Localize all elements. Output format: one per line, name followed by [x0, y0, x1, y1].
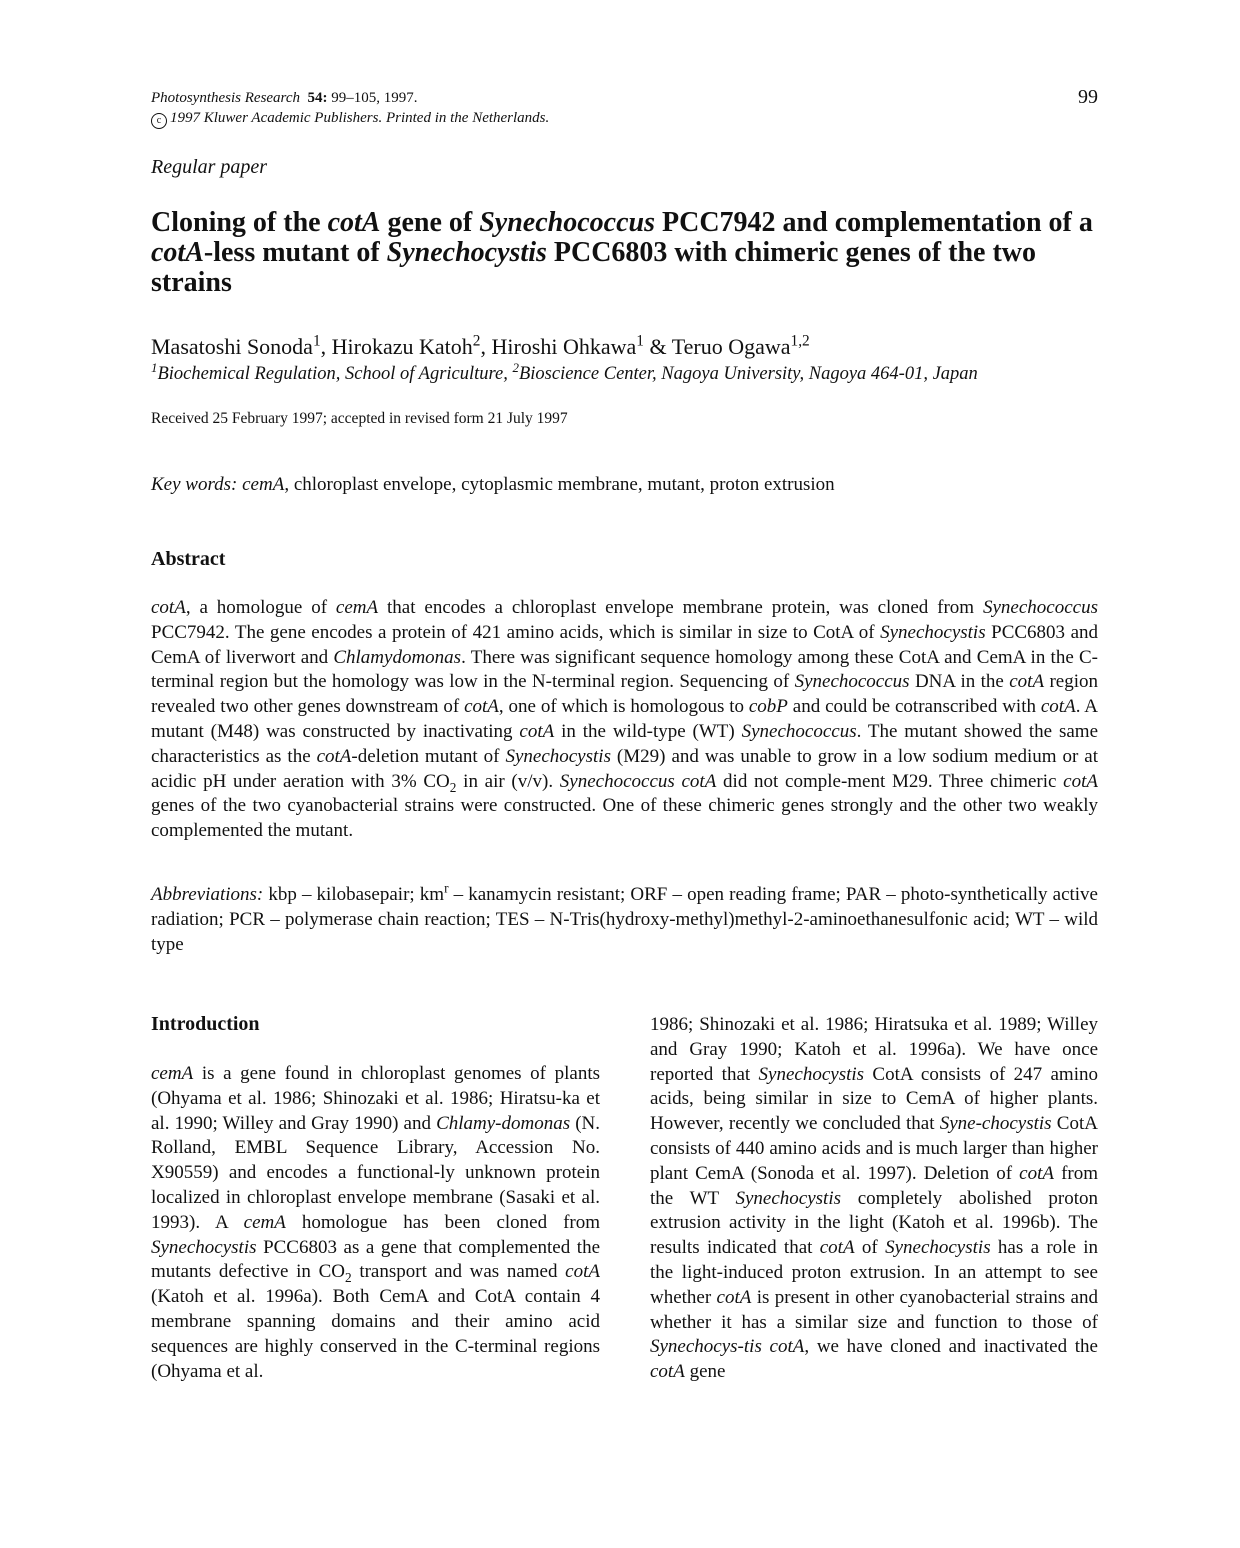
abstract-body: [151, 596, 1098, 844]
gene-name: cotA: [316, 745, 352, 767]
gene-name: cotA: [1009, 671, 1045, 693]
gene-name: cemA: [335, 597, 379, 618]
subscript: 2: [449, 779, 457, 795]
affiliation-marker: 2: [512, 359, 519, 375]
journal-line: [151, 88, 549, 108]
body-text: gene: [684, 1361, 726, 1383]
author-list: [151, 333, 810, 361]
author-name: Masatoshi Sonoda: [151, 334, 313, 359]
received-dates: Received 25 February 1997; accepted in revised form 21 July 1997: [151, 410, 568, 427]
gene-name: cotA: [1019, 1162, 1054, 1184]
author-name: , Hiroshi Ohkawa: [480, 334, 637, 359]
body-text: from the WT: [650, 1162, 1098, 1209]
abstract-text: . There was significant sequence homology among these CotA and CemA in the C-terminal region but the homology was low in the N-terminal region. Sequencing of: [151, 646, 1098, 693]
copyright-text: 1997 Kluwer Academic Publishers. Printed in the Netherlands.: [170, 110, 550, 126]
page-number: 99: [1078, 86, 1098, 108]
gene-name: cotA: [1040, 696, 1076, 718]
title-text: Cloning of the: [151, 207, 328, 238]
gene-name: cotA: [519, 720, 555, 742]
title-text: PCC6803 with chimeric genes of the two strains: [151, 237, 1036, 298]
title-organism: Synechocystis: [386, 237, 547, 268]
superscript: r: [444, 880, 449, 896]
subscript: 2: [344, 1270, 352, 1286]
introduction-column-right: [650, 1013, 1098, 1385]
copyright-icon: c: [151, 113, 167, 129]
abstract-text: DNA in the: [909, 671, 1010, 693]
affiliation-marker: 1: [636, 332, 644, 350]
gene-name: cotA: [151, 597, 186, 618]
body-text: has a role in the light-induced proton extrusion. In an attempt to see whether: [650, 1237, 1099, 1308]
abstract-text: , a homologue of: [185, 597, 336, 618]
journal-citation: [151, 88, 549, 129]
gene-name: cotA: [464, 696, 499, 718]
gene-name: cobP: [748, 696, 788, 718]
affiliation-marker: 1: [151, 359, 158, 375]
journal-name: Photosynthesis Research: [151, 90, 300, 106]
abstract-text: (M29) and was unable to grow in a low sodium medium or at acidic pH under aeration with 3% CO: [151, 745, 1098, 792]
abstract-text: that encodes a chloroplast envelope membrane protein, was cloned from: [378, 597, 983, 618]
organism-name: Synechococcus: [741, 720, 857, 742]
affiliations: [151, 361, 1111, 387]
body-text: (N. Rolland, EMBL Sequence Library, Accession No. X90559) and encodes a functional-ly unknown protein localized in chloroplast envelope membrane (Sasaki et al. 1993). A: [151, 1112, 600, 1233]
author-name: & Teruo Ogawa: [644, 334, 791, 359]
author-name: , Hirokazu Katoh: [320, 334, 473, 359]
body-text: transport and was named: [351, 1261, 566, 1283]
abbreviations-label: Abbreviations:: [151, 884, 264, 905]
journal-pages: 99–105, 1997.: [331, 90, 418, 106]
abstract-text: . The mutant showed the same characteristics as the: [151, 720, 1098, 767]
gene-name: cemA: [151, 1063, 194, 1084]
title-gene: cotA: [327, 207, 381, 238]
body-text: homologue has been cloned from: [285, 1211, 600, 1233]
keywords-list: , chloroplast envelope, cytoplasmic membrane, mutant, proton extrusion: [284, 474, 835, 495]
organism-name: Chlamydomonas: [333, 646, 462, 668]
title-organism: Synechococcus: [479, 207, 655, 238]
title-text: -less mutant of: [203, 237, 387, 268]
abstract-text: -deletion mutant of: [351, 745, 506, 767]
gene-name: cotA: [819, 1237, 855, 1259]
abbreviations-text: – kanamycin resistant; ORF – open reading frame; PAR – photo-synthetically active radiation; PCR – polymerase chain reaction; TES – N-Tris(hydroxy-methyl)methyl-2-aminoethanesulfonic acid; WT – wild type: [151, 884, 1098, 955]
paper-title: [151, 208, 1111, 298]
body-text: , we have cloned and inactivated the: [804, 1336, 1098, 1358]
gene-name: cotA: [716, 1286, 752, 1308]
affiliation-marker: 1: [312, 332, 321, 350]
affiliation-marker: 1,2: [790, 332, 810, 350]
organism-name: Synechocystis: [735, 1187, 842, 1209]
title-text: PCC7942 and complementation of a: [655, 207, 1093, 238]
abstract-heading: Abstract: [151, 548, 226, 570]
abstract-text: , one of which is homologous to: [498, 696, 749, 718]
affiliation-marker: 2: [472, 332, 481, 350]
abstract-text: . A mutant (M48) was constructed by inactivating: [151, 696, 1098, 742]
title-gene: cotA: [151, 237, 204, 268]
introduction-heading: Introduction: [151, 1013, 260, 1035]
body-text: is a gene found in chloroplast genomes of plants (Ohyama et al. 1986; Shinozaki et al. 1986; Hiratsu-ka et al. 1990; Willey and Gray 1990) and: [151, 1063, 600, 1134]
organism-name: Synechocystis: [880, 621, 986, 643]
affiliation-text: Biochemical Regulation, School of Agriculture,: [157, 364, 513, 384]
organism-name: Syne-chocystis: [939, 1113, 1052, 1135]
body-text: CotA consists of 440 amino acids and is much larger than higher plant CemA (Sonoda et al. 1997). Deletion of: [650, 1113, 1098, 1184]
abstract-text: PCC7942. The gene encodes a protein of 421 amino acids, which is similar in size to CotA of: [151, 621, 881, 643]
organism-name: Synechococcus: [794, 671, 910, 693]
organism-name: Synechocys-tis cotA: [650, 1336, 805, 1358]
gene-name: cotA: [650, 1361, 685, 1383]
affiliation-text: Bioscience Center, Nagoya University, Nagoya 464-01, Japan: [518, 364, 978, 384]
gene-name: cotA: [1063, 770, 1098, 792]
body-text: PCC6803 as a gene that complemented the mutants defective in CO: [151, 1236, 600, 1283]
body-text: CotA consists of 247 amino acids, being similar in size to CemA of higher plants. However, recently we concluded that: [650, 1063, 1098, 1135]
keywords: [151, 474, 835, 496]
abstract-text: did not comple-ment M29. Three chimeric: [716, 770, 1064, 792]
title-text: gene of: [380, 207, 480, 238]
abstract-text: and could be cotranscribed with: [787, 696, 1041, 718]
abbreviations-text: kbp – kilobasepair; km: [263, 884, 445, 905]
body-text: of: [854, 1237, 886, 1259]
abstract-text: PCC6803 and CemA of liverwort and: [151, 621, 1098, 668]
abstract-text: region revealed two other genes downstream of: [151, 671, 1098, 718]
keyword-gene: cemA: [242, 474, 285, 495]
abstract-text: in air (v/v).: [456, 770, 560, 792]
body-text: 1986; Shinozaki et al. 1986; Hiratsuka et al. 1989; Willey and Gray 1990; Katoh et al. 1996a). We have once reported that: [650, 1014, 1098, 1085]
organism-name: Synechocystis: [151, 1236, 257, 1258]
journal-volume: 54:: [307, 90, 328, 106]
body-text: (Katoh et al. 1996a). Both CemA and CotA contain 4 membrane spanning domains and their amino acid sequences are highly conserved in the C-terminal regions (Ohyama et al.: [151, 1286, 600, 1382]
abbreviations: [151, 880, 1098, 957]
abstract-text: in the wild-type (WT): [554, 720, 742, 742]
abstract-text: genes of the two cyanobacterial strains were constructed. One of these chimeric genes strongly and the other two weakly complemented the mutant.: [151, 795, 1098, 842]
gene-name: cemA: [243, 1211, 286, 1233]
keywords-label: Key words:: [151, 474, 238, 495]
body-text: is present in other cyanobacterial strains and whether it has a similar size and function to those of: [650, 1286, 1098, 1333]
organism-name: Synechocystis: [885, 1237, 991, 1259]
organism-name: Chlamy-domonas: [436, 1112, 571, 1134]
paper-type: Regular paper: [151, 156, 268, 178]
copyright-line: [151, 108, 549, 129]
body-text: completely abolished proton extrusion activity in the light (Katoh et al. 1996b). The results indicated that: [650, 1187, 1098, 1259]
organism-name: Synechocystis: [505, 745, 611, 767]
organism-name: Synechococcus cotA: [559, 770, 717, 792]
organism-name: Synechocystis: [758, 1063, 865, 1085]
introduction-column-left: [151, 1062, 600, 1384]
gene-name: cotA: [565, 1261, 600, 1283]
organism-name: Synechococcus: [983, 597, 1098, 618]
